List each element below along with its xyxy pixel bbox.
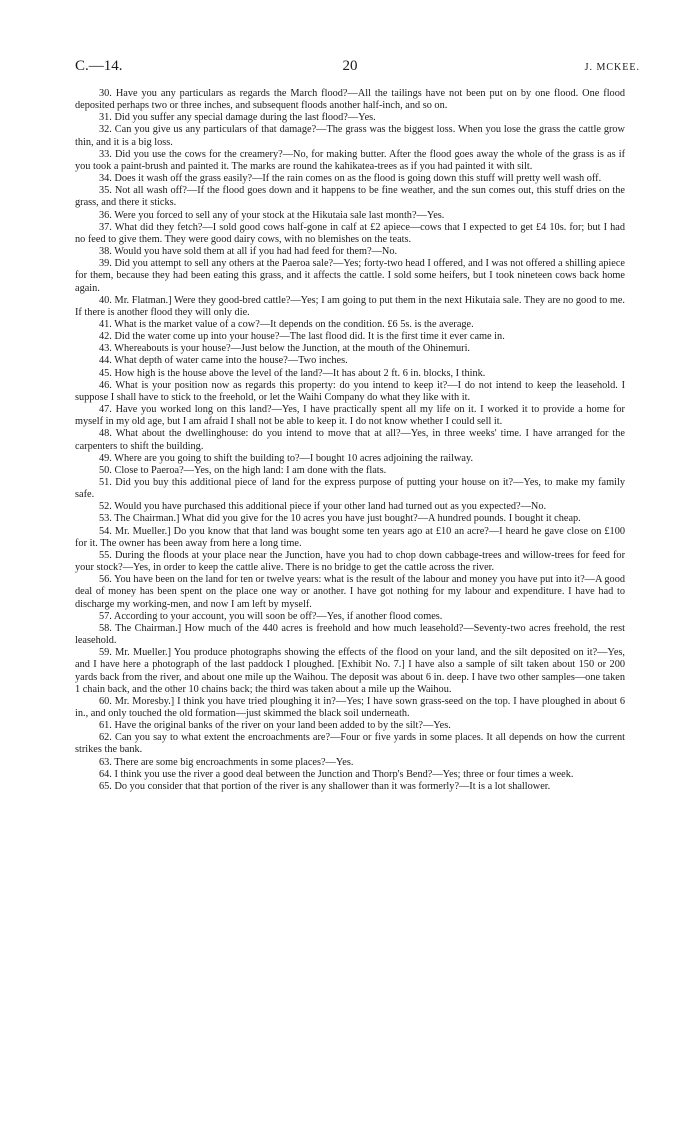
testimony-paragraph: 30. Have you any particulars as regards the March flood?—All the tailings have not been put on by one flood. One flood deposited perhaps two or three inches, and subsequent floods another half-inch, and so on.: [75, 88, 625, 112]
testimony-paragraph: 46. What is your position now as regards this property: do you intend to keep it?—I do not intend to keep the leasehold. I suppose I shall have to stick to the freehold, or let the Waihi Company do what they like with it.: [75, 379, 625, 403]
testimony-paragraph: 35. Not all wash off?—If the flood goes down and it happens to be fine weather, and the sun comes out, this stuff dries on the grass, and there it sticks.: [75, 185, 625, 209]
testimony-paragraph: 41. What is the market value of a cow?—It depends on the condition. £6 5s. is the average.: [99, 318, 474, 330]
testimony-paragraph: 58. The Chairman.] How much of the 440 acres is freehold and how much leasehold?—Seventy-two acres freehold, the rest leasehold.: [75, 622, 625, 647]
testimony-paragraph: 33. Did you use the cows for the creamery?—No, for making butter. After the flood goes away the whole of the grass is as if you took a paint-brush and painted it. The marks are round the kahikatea-trees as if you had painted it with silt.: [75, 148, 625, 172]
testimony-paragraph: 37. What did they fetch?—I sold good cows half-gone in calf at £2 apiece—cows that I expected to get £4 10s. for; but I had no feed to give them. They were good dairy cows, with no blemishes on the teats.: [75, 221, 625, 245]
testimony-paragraph: 52. Would you have purchased this additional piece if your other land had turned out as you expected?—No.: [99, 501, 547, 513]
testimony-paragraph: 54. Mr. Mueller.] Do you know that that land was bought some ten years ago at £10 an acre?—I heard he gave close on £100 for it. The owner has been away from here a long time.: [75, 525, 625, 549]
testimony-paragraph: 56. You have been on the land for ten or twelve years: what is the result of the labour and money you have put into it?—A good deal of money has been spent on the place one way or another. I have got nothing for my labour and expenditure. I have had to discharge my working-men, and now I am left by myself.: [75, 574, 625, 610]
testimony-paragraph: 65. Do you consider that that portion of the river is any shallower than it was formerly?—It is a lot shallower.: [99, 780, 551, 792]
testimony-paragraph: 49. Where are you going to shift the building to?—I bought 10 acres adjoining the railway.: [99, 452, 474, 464]
testimony-paragraph: 59. Mr. Mueller.] You produce photographs showing the effects of the flood on your land, and the silt deposited on it?—Yes, and I have here a photograph of the last paddock I ploughed. [Exhibit No. 7.] I have also a sample of silt taken about 150 or 200 yards back from the river, and about one mile up the Waihou. The deposit was about 6 in. deep. I have two other samples—one taken 1 chain back, and the other 10 chains back; the third was taken about a mile up the Waihou.: [75, 647, 625, 695]
testimony-paragraph: 50. Close to Paeroa?—Yes, on the high land: I am done with the flats.: [99, 464, 387, 476]
page-number: 20: [342, 58, 358, 74]
testimony-paragraph: 43. Whereabouts is your house?—Just below the Junction, at the mouth of the Ohinemuri.: [99, 343, 471, 355]
testimony-paragraph: 47. Have you worked long on this land?—Yes, I have practically spent all my life on it. I worked it to provide a home for myself in my old age, but I am afraid I shall not be able to keep it. I do not know whether I could sell it.: [75, 404, 625, 428]
testimony-paragraph: 39. Did you attempt to sell any others at the Paeroa sale?—Yes; forty-two head I offered, and I was not offered a shilling apiece for them, because they had been eating this grass, and it affects the cattle. I sold some heifers, but I took nineteen cows back home again.: [75, 258, 625, 294]
testimony-paragraph: 62. Can you say to what extent the encroachments are?—Four or five yards in some places. It all depends on how the current strikes the bank.: [75, 732, 625, 756]
testimony-paragraph: 48. What about the dwellinghouse: do you intend to move that at all?—Yes, in three weeks' time. I have arranged for the carpenters to shift the building.: [75, 428, 625, 452]
testimony-paragraph: 61. Have the original banks of the river on your land been added to by the silt?—Yes.: [99, 720, 451, 732]
testimony-body: [75, 88, 625, 793]
testimony-paragraph: 45. How high is the house above the level of the land?—It has about 2 ft. 6 in. blocks, I think.: [99, 367, 486, 379]
testimony-paragraph: 40. Mr. Flatman.] Were they good-bred cattle?—Yes; I am going to put them in the next Hikutaia sale. They are no good to me. If there is another flood they will only die.: [75, 294, 625, 318]
testimony-paragraph: 34. Does it wash off the grass easily?—If the rain comes on as the flood is going down this stuff will pretty well wash off.: [99, 173, 602, 185]
witness-name: J. MCKEE.: [584, 62, 640, 73]
testimony-paragraph: 32. Can you give us any particulars of that damage?—The grass was the biggest loss. When you lose the grass the cattle grow thin, and it is a big loss.: [75, 124, 625, 148]
testimony-paragraph: 64. I think you use the river a good deal between the Junction and Thorp's Bend?—Yes; three or four times a week.: [99, 768, 574, 780]
testimony-paragraph: 51. Did you buy this additional piece of land for the express purpose of putting your house on it?—Yes, to make my family safe.: [75, 477, 625, 501]
testimony-paragraph: 38. Would you have sold them at all if you had had feed for them?—No.: [99, 246, 398, 258]
testimony-paragraph: 60. Mr. Moresby.] I think you have tried ploughing it in?—Yes; I have sown grass-seed on the top. I have ploughed in about 6 in., and only touched the old formation—just skimmed the black soil underneath.: [75, 695, 625, 719]
testimony-paragraph: 55. During the floods at your place near the Junction, have you had to chop down cabbage-trees and willow-trees for feed for your stock?—Yes, in order to keep the cattle alive. There is no bridge to get the cattle across the river.: [75, 549, 625, 574]
testimony-paragraph: 31. Did you suffer any special damage during the last flood?—Yes.: [99, 112, 376, 124]
testimony-paragraph: 44. What depth of water came into the house?—Two inches.: [99, 355, 348, 367]
testimony-paragraph: 63. There are some big encroachments in some places?—Yes.: [99, 756, 354, 768]
testimony-paragraph: 53. The Chairman.] What did you give for the 10 acres you have just bought?—A hundred pounds. I bought it cheap.: [99, 513, 581, 525]
testimony-paragraph: 57. According to your account, you will soon be off?—Yes, if another flood comes.: [99, 610, 443, 622]
testimony-paragraph: 42. Did the water come up into your house?—The last flood did. It is the first time it ever came in.: [99, 331, 505, 343]
testimony-paragraph: 36. Were you forced to sell any of your stock at the Hikutaia sale last month?—Yes.: [99, 209, 445, 221]
paper-series-code: C.—14.: [75, 58, 123, 74]
